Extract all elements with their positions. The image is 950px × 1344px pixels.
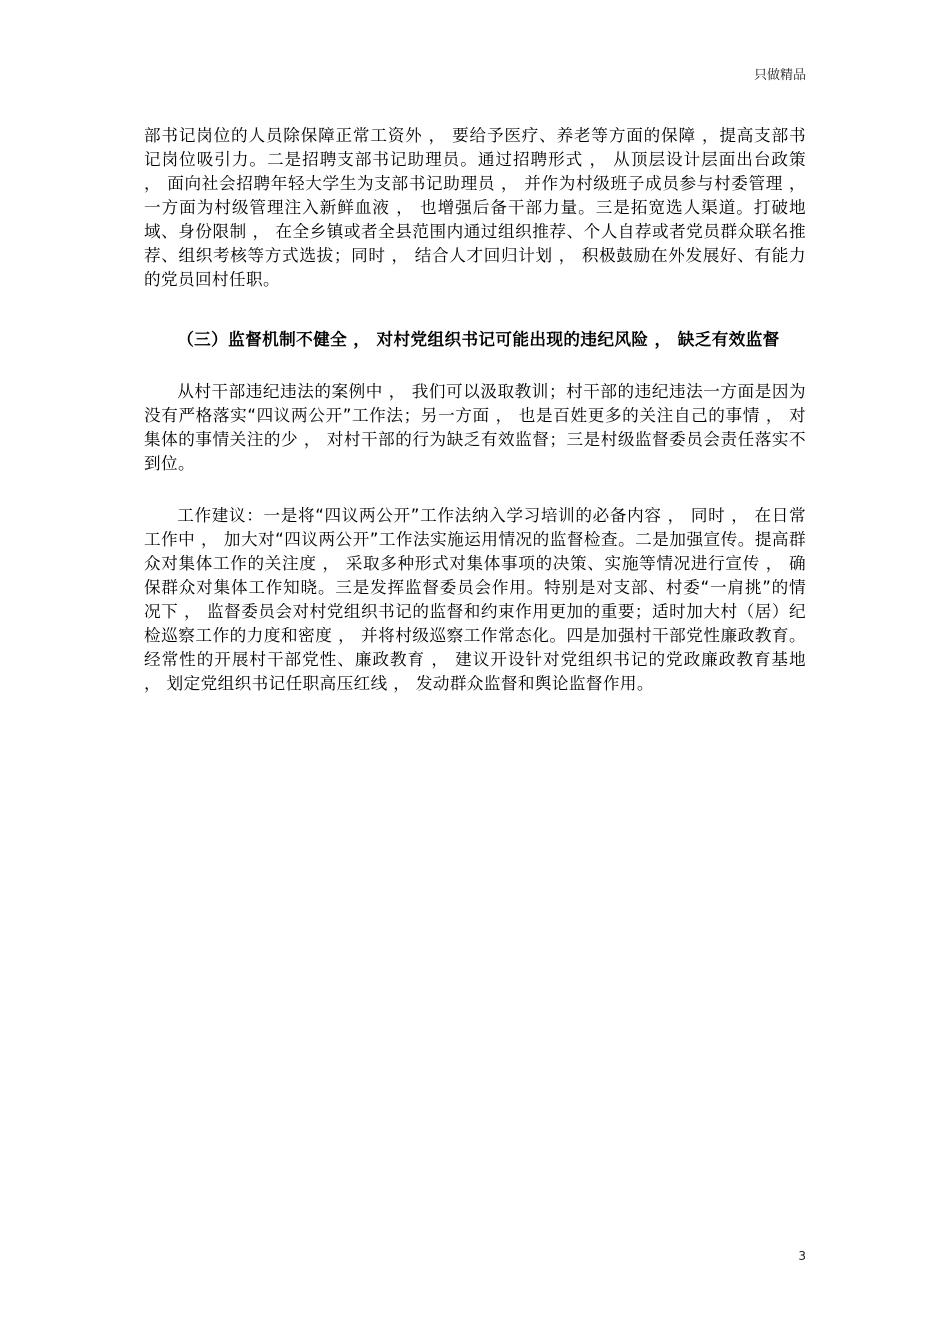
paragraph-gap <box>144 352 806 380</box>
page-number: 3 <box>798 1249 806 1263</box>
paragraph-1: 部书记岗位的人员除保障正常工资外 ， 要给予医疗、养老等方面的保障 ，提高支部书记岗位吸引力。二是招聘支部书记助理员。通过招聘形式 ， 从顶层设计层面出台政策 ， 面向社会招聘年轻大学生为支部书记助理员 ， 并作为村级班子成员参与村委管理 ， 一方面为村级管理注入新鲜血液 ， 也增强后备干部力量。三是拓宽选人渠道。打破地域、身份限制 ， 在全乡镇或者全县范围内通过组织推荐、个人自荐或者党员群众联名推荐、组织考核等方式选拔；同时 ， 结合人才回归计划 ， 积极鼓励在外发展好、有能力的党员回村任职。 <box>144 126 806 289</box>
paragraph-gap <box>144 292 806 328</box>
section-heading: （三）监督机制不健全 ， 对村党组织书记可能出现的违纪风险 ， 缺乏有效监督 <box>177 330 780 349</box>
paragraph-2: 从村干部违纪违法的案例中 ， 我们可以汲取教训；村干部的违纪违法一方面是因为没有严格落实“四议两公开”工作法；另一方面 ， 也是百姓更多的关注自己的事情 ， 对集体的事情关注的少 ， 对村干部的行为缺乏有效监督；三是村级监督委员会责任落实不到位。 <box>144 382 806 473</box>
paragraph-3: 工作建议：一是将“四议两公开”工作法纳入学习培训的必备内容 ， 同时 ， 在日常工作中 ， 加大对“四议两公开”工作法实施运用情况的监督检查。二是加强宣传。提高群众对集体工作的关注度 ， 采取多种形式对集体事项的决策、实施等情况进行宣传 ， 确保群众对集体工作知晓。三是发挥监督委员会作用。特别是对支部、村委“一肩挑”的情况下 ， 监督委员会对村党组织书记的监督和约束作用更加的重要；适时加大村（居）纪检巡察工作的力度和密度 ， 并将村级巡察工作常态化。四是加强村干部党性廉政教育。经常性的开展村干部党性、廉政教育 ， 建议开设针对党组织书记的党政廉政教育基地 ， 划定党组织书记任职高压红线 ， 发动群众监督和舆论监督作用。 <box>144 506 806 693</box>
document-body <box>144 124 806 696</box>
page-header: 只做精品 <box>753 68 806 83</box>
paragraph-gap <box>144 476 806 504</box>
